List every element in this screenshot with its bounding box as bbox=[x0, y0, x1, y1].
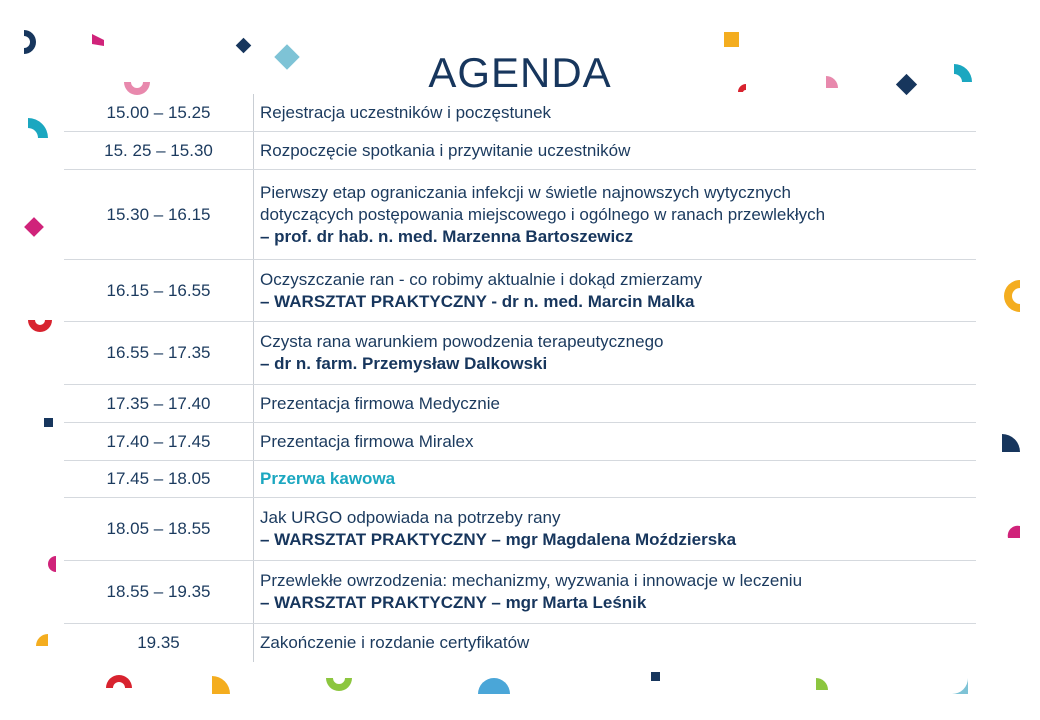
confetti-yellow-quarter-bottom bbox=[212, 676, 230, 694]
confetti-red-ring bbox=[28, 320, 52, 332]
agenda-time: 15. 25 – 15.30 bbox=[64, 132, 254, 169]
agenda-row bbox=[64, 624, 976, 662]
confetti-navy-square-bottom bbox=[651, 672, 660, 681]
confetti-magenta-shape bbox=[92, 34, 104, 46]
agenda-topic-line: Prezentacja firmowa Medycznie bbox=[260, 393, 500, 413]
confetti-yellow-quarter bbox=[36, 634, 48, 646]
agenda-topic-line: Przewlekłe owrzodzenia: mechanizmy, wyzwania i innowacje w leczeniu bbox=[260, 571, 803, 590]
agenda-time: 15.00 – 15.25 bbox=[64, 94, 254, 131]
agenda-description bbox=[254, 140, 630, 162]
agenda-topic-line: Jak URGO odpowiada na potrzeby rany bbox=[260, 508, 561, 527]
confetti-yellow-square bbox=[724, 32, 739, 47]
agenda-time: 17.35 – 17.40 bbox=[64, 385, 254, 422]
agenda-time: 17.45 – 18.05 bbox=[64, 461, 254, 497]
agenda-description bbox=[254, 632, 529, 654]
confetti-navy-square bbox=[44, 418, 53, 427]
agenda-topic-line: Czysta rana warunkiem powodzenia terapeutycznego bbox=[260, 332, 664, 351]
agenda-description bbox=[254, 331, 664, 375]
agenda-speaker: – dr n. farm. Przemysław Dalkowski bbox=[260, 354, 548, 373]
confetti-magenta-half bbox=[48, 556, 56, 572]
agenda-speaker: – WARSZTAT PRAKTYCZNY – mgr Magdalena Moździerska bbox=[260, 530, 737, 549]
agenda-description bbox=[254, 393, 500, 415]
agenda-table bbox=[64, 94, 976, 662]
agenda-time: 16.15 – 16.55 bbox=[64, 260, 254, 321]
agenda-row bbox=[64, 94, 976, 132]
confetti-yellow-ring bbox=[1004, 280, 1020, 312]
agenda-time: 17.40 – 17.45 bbox=[64, 423, 254, 460]
agenda-topic-line: Pierwszy etap ograniczania infekcji w świetle najnowszych wytycznych bbox=[260, 182, 791, 202]
agenda-description bbox=[254, 269, 702, 313]
agenda-row bbox=[64, 423, 976, 461]
agenda-topic-line: Prezentacja firmowa Miralex bbox=[260, 431, 474, 451]
confetti-teal-arc-left bbox=[28, 118, 48, 138]
agenda-speaker: – WARSZTAT PRAKTYCZNY – mgr Marta Leśnik bbox=[260, 593, 647, 612]
confetti-green-quarter bbox=[816, 678, 828, 690]
agenda-description bbox=[254, 507, 736, 551]
agenda-topic-line: Oczyszczanie ran - co robimy aktualnie i dokąd zmierzamy bbox=[260, 269, 703, 289]
agenda-description bbox=[254, 102, 551, 124]
agenda-row bbox=[64, 498, 976, 561]
agenda-description bbox=[254, 468, 395, 490]
agenda-speaker: – WARSZTAT PRAKTYCZNY - dr n. med. Marcin Malka bbox=[260, 291, 695, 311]
agenda-row bbox=[64, 461, 976, 498]
agenda-time: 15.30 – 16.15 bbox=[64, 170, 254, 259]
confetti-navy-quarter bbox=[1002, 434, 1020, 452]
agenda-row bbox=[64, 385, 976, 423]
page-title: AGENDA bbox=[428, 49, 612, 96]
agenda-row bbox=[64, 561, 976, 624]
agenda-description bbox=[254, 570, 802, 614]
agenda-topic-line: Rozpoczęcie spotkania i przywitanie uczestników bbox=[260, 140, 631, 160]
agenda-topic-line: dotyczących postępowania miejscowego i ogólnego w ranach przewlekłych bbox=[260, 204, 826, 224]
confetti-navy-semicircle-inner bbox=[24, 36, 30, 48]
confetti-red-ring-bottom bbox=[106, 675, 132, 688]
agenda-time: 18.55 – 19.35 bbox=[64, 561, 254, 623]
agenda-time: 19.35 bbox=[64, 624, 254, 662]
agenda-description bbox=[254, 431, 474, 453]
confetti-magenta-diamond bbox=[24, 217, 44, 237]
confetti-blue-half bbox=[478, 678, 510, 694]
agenda-row bbox=[64, 260, 976, 322]
agenda-description bbox=[254, 182, 825, 248]
agenda-time: 16.55 – 17.35 bbox=[64, 322, 254, 384]
agenda-topic-line: Zakończenie i rozdanie certyfikatów bbox=[260, 633, 530, 652]
agenda-topic-line: Rejestracja uczestników i poczęstunek bbox=[260, 102, 552, 122]
agenda-time: 18.05 – 18.55 bbox=[64, 498, 254, 560]
agenda-break-label: Przerwa kawowa bbox=[260, 469, 396, 488]
confetti-lightblue-quarter bbox=[952, 678, 968, 694]
agenda-row bbox=[64, 132, 976, 170]
agenda-speaker: – prof. dr hab. n. med. Marzenna Bartoszewicz bbox=[260, 226, 634, 246]
confetti-magenta-quarter bbox=[1008, 526, 1020, 538]
agenda-row bbox=[64, 170, 976, 260]
confetti-green-ring bbox=[326, 678, 352, 691]
agenda-row bbox=[64, 322, 976, 385]
